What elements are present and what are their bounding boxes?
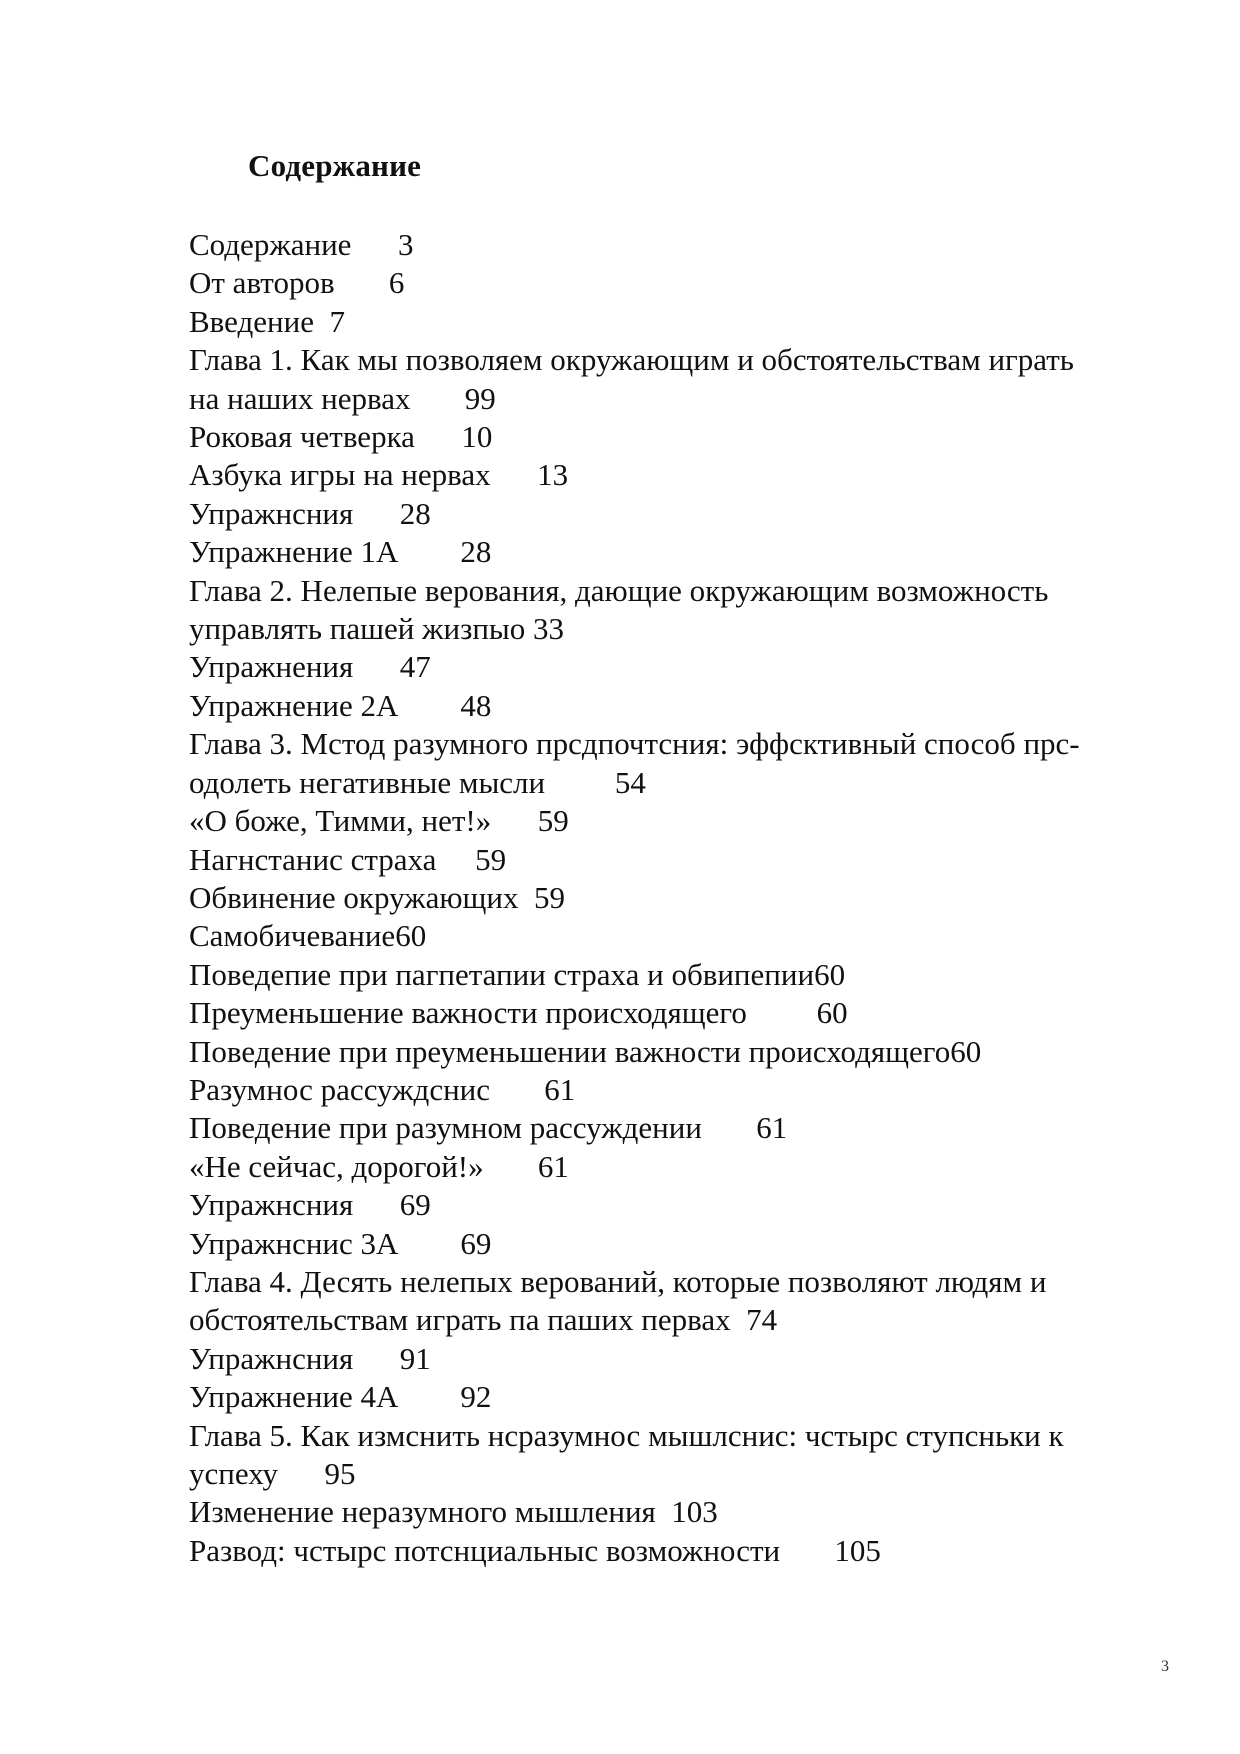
toc-entry-title: Изменение неразумного мышления — [189, 1494, 656, 1530]
toc-entry-spacer — [398, 1226, 460, 1261]
toc-entry-title: Глава 3. Мстод разумного прсдпочтсния: эффсктивный способ прс- одолеть негативные мысли — [189, 726, 1080, 800]
toc-entry-spacer — [747, 995, 817, 1030]
toc-entry-title: Содержание — [189, 227, 352, 262]
toc-entry — [189, 1378, 1164, 1416]
toc-entry — [189, 303, 1164, 341]
toc-entry-page: 105 — [834, 1532, 881, 1568]
toc-entry-title: Поведепие при пагпетапии страха и обвипепии — [189, 956, 815, 992]
toc-entry-page: 69 — [460, 1225, 492, 1261]
toc-entry-title: Преуменьшение важности происходящего — [189, 995, 747, 1031]
toc-entry-title: Поведение при преуменьшении важности происходящего — [189, 1033, 951, 1069]
toc-entry — [189, 456, 1164, 494]
toc-entry-title: Обвинение окружающих — [189, 879, 519, 915]
toc-entry — [189, 917, 1164, 955]
toc-entry-page: 69 — [399, 1187, 431, 1223]
toc-entry — [189, 572, 1164, 649]
toc-entry-page: 28 — [460, 534, 492, 570]
toc-entry — [189, 495, 1164, 533]
toc-entry-title: Упражнение 2А — [189, 687, 399, 723]
toc-entry-title: Упражнения — [189, 649, 354, 685]
toc-entry-page: 61 — [756, 1110, 788, 1146]
toc-entry-page: 3 — [397, 227, 414, 262]
toc-entry-spacer — [780, 1533, 834, 1568]
toc-entry-spacer — [731, 1302, 747, 1337]
toc-entry — [189, 1532, 1164, 1570]
toc-entry-spacer — [353, 1341, 400, 1376]
toc-entry-title: Глава 5. Как измснить нсразумнос мышлснис: чстырс ступсньки к успеху — [189, 1417, 1064, 1491]
toc-entry-page: 91 — [399, 1340, 431, 1376]
toc-entry — [189, 533, 1164, 571]
toc-entry-page: 59 — [537, 803, 569, 839]
toc-entry-spacer — [353, 649, 400, 684]
toc-entry-title: «О боже, Тимми, нет!» — [189, 803, 492, 839]
toc-entry — [189, 418, 1164, 456]
toc-entry-title: Азбука игры на нервах — [189, 457, 491, 493]
toc-entry — [189, 956, 1164, 994]
toc-entry-page: 10 — [461, 419, 493, 455]
toc-entry-spacer — [351, 227, 398, 262]
toc-entry-spacer — [335, 265, 389, 300]
toc-entry-title: Упражнение 1А — [189, 534, 399, 570]
toc-entry-title: Разумнос рассуждснис — [189, 1071, 491, 1107]
toc-entry-page: 60 — [816, 995, 848, 1031]
toc-entry — [189, 1417, 1164, 1494]
toc-entry-title: Поведение при разумном рассуждении — [189, 1110, 702, 1146]
toc-entry — [189, 1109, 1164, 1147]
toc-entry-page: 95 — [324, 1456, 356, 1491]
toc-entry-page: 74 — [746, 1302, 778, 1338]
toc-entry-title: Глава 1. Как мы позволяем окружающим и обстоятельствам играть на наших нервах — [189, 342, 1074, 416]
toc-entry-spacer — [278, 1456, 325, 1491]
toc-entry-spacer — [398, 534, 460, 569]
toc-entry-page: 33 — [532, 611, 564, 647]
toc-entry-page: 6 — [388, 265, 405, 301]
toc-entry-spacer — [484, 1149, 538, 1184]
toc-entry-title: Упражнение 4А — [189, 1379, 399, 1415]
toc-entry-page: 28 — [399, 495, 431, 531]
toc-entry-page: 99 — [464, 380, 496, 416]
toc-entry-title: Роковая четверка — [189, 419, 415, 455]
page-number: 3 — [1161, 1658, 1169, 1675]
toc-entry — [189, 1186, 1164, 1224]
toc-entry-page: 59 — [533, 879, 565, 915]
toc-entry — [189, 879, 1164, 917]
toc-entry — [189, 648, 1164, 686]
toc-entry-page: 7 — [329, 303, 345, 339]
toc-entry — [189, 1033, 1164, 1071]
toc-entry — [189, 1225, 1164, 1263]
toc-entry-spacer — [415, 419, 462, 454]
toc-entry — [189, 1071, 1164, 1109]
toc-entry — [189, 994, 1164, 1032]
toc-entry-title: Упражнсния — [189, 1187, 354, 1223]
toc-entry — [189, 264, 1164, 302]
toc-entry-title: Развод: чстырс потснциальныс возможности — [189, 1532, 781, 1568]
toc-entry-spacer — [702, 1110, 756, 1145]
toc-entry-spacer — [545, 765, 615, 800]
toc-entry-page: 61 — [537, 1148, 569, 1184]
toc-entry — [189, 1493, 1164, 1531]
toc-entry-page: 48 — [460, 687, 492, 723]
toc-entry-spacer — [490, 1072, 544, 1107]
toc-entry — [189, 1263, 1164, 1340]
toc-entry-title: «Не сейчас, дорогой!» — [189, 1148, 484, 1184]
toc-entry — [189, 1148, 1164, 1186]
toc-entry-spacer — [398, 688, 460, 723]
toc-entry-title: Нагнстанис страха — [189, 841, 437, 877]
table-of-contents — [189, 226, 1164, 1570]
toc-entry-title: Глава 4. Десять нелепых верований, которые позволяют людям и обстоятельствам играть па паших первах — [189, 1263, 1047, 1338]
toc-entry-title: Упражнсния — [189, 495, 354, 531]
toc-entry-spacer — [411, 381, 465, 416]
toc-entry-title: Упражнснис 3А — [189, 1225, 399, 1261]
toc-entry-page: 60 — [814, 956, 846, 992]
toc-entry-spacer — [314, 304, 330, 339]
toc-entry — [189, 841, 1164, 879]
toc-entry-spacer — [656, 1494, 672, 1529]
toc-entry-page: 47 — [399, 649, 431, 685]
toc-entry-spacer — [353, 496, 400, 531]
toc-entry-spacer — [436, 842, 475, 877]
toc-entry — [189, 725, 1164, 802]
toc-entry-title: Глава 2. Нелепые верования, дающие окружающим возможность управлять пашей жизпыо — [189, 572, 1049, 647]
toc-entry — [189, 687, 1164, 725]
toc-entry-spacer — [353, 1187, 400, 1222]
toc-entry-title: Упражнсния — [189, 1340, 354, 1376]
toc-entry-spacer — [525, 611, 533, 646]
toc-entry-spacer — [491, 457, 538, 492]
toc-entry-spacer — [491, 803, 538, 838]
toc-entry-title: От авторов — [189, 265, 335, 301]
toc-entry-spacer — [518, 880, 534, 915]
toc-entry-page: 103 — [671, 1494, 718, 1530]
toc-entry-page: 92 — [460, 1379, 492, 1415]
toc-entry-page: 13 — [537, 457, 569, 493]
toc-entry-page: 60 — [950, 1033, 982, 1069]
toc-entry — [189, 341, 1164, 418]
toc-entry-page: 60 — [395, 918, 427, 954]
toc-entry — [189, 1340, 1164, 1378]
toc-entry-page: 59 — [475, 841, 507, 877]
toc-entry-page: 61 — [544, 1071, 576, 1107]
toc-entry — [189, 226, 1164, 264]
toc-entry-spacer — [398, 1379, 460, 1414]
toc-entry-title: Введение — [189, 303, 314, 339]
toc-entry — [189, 802, 1164, 840]
toc-entry-page: 54 — [614, 764, 646, 800]
toc-entry-title: Самобичевание — [189, 918, 396, 954]
page-title: Содержание — [248, 148, 422, 183]
